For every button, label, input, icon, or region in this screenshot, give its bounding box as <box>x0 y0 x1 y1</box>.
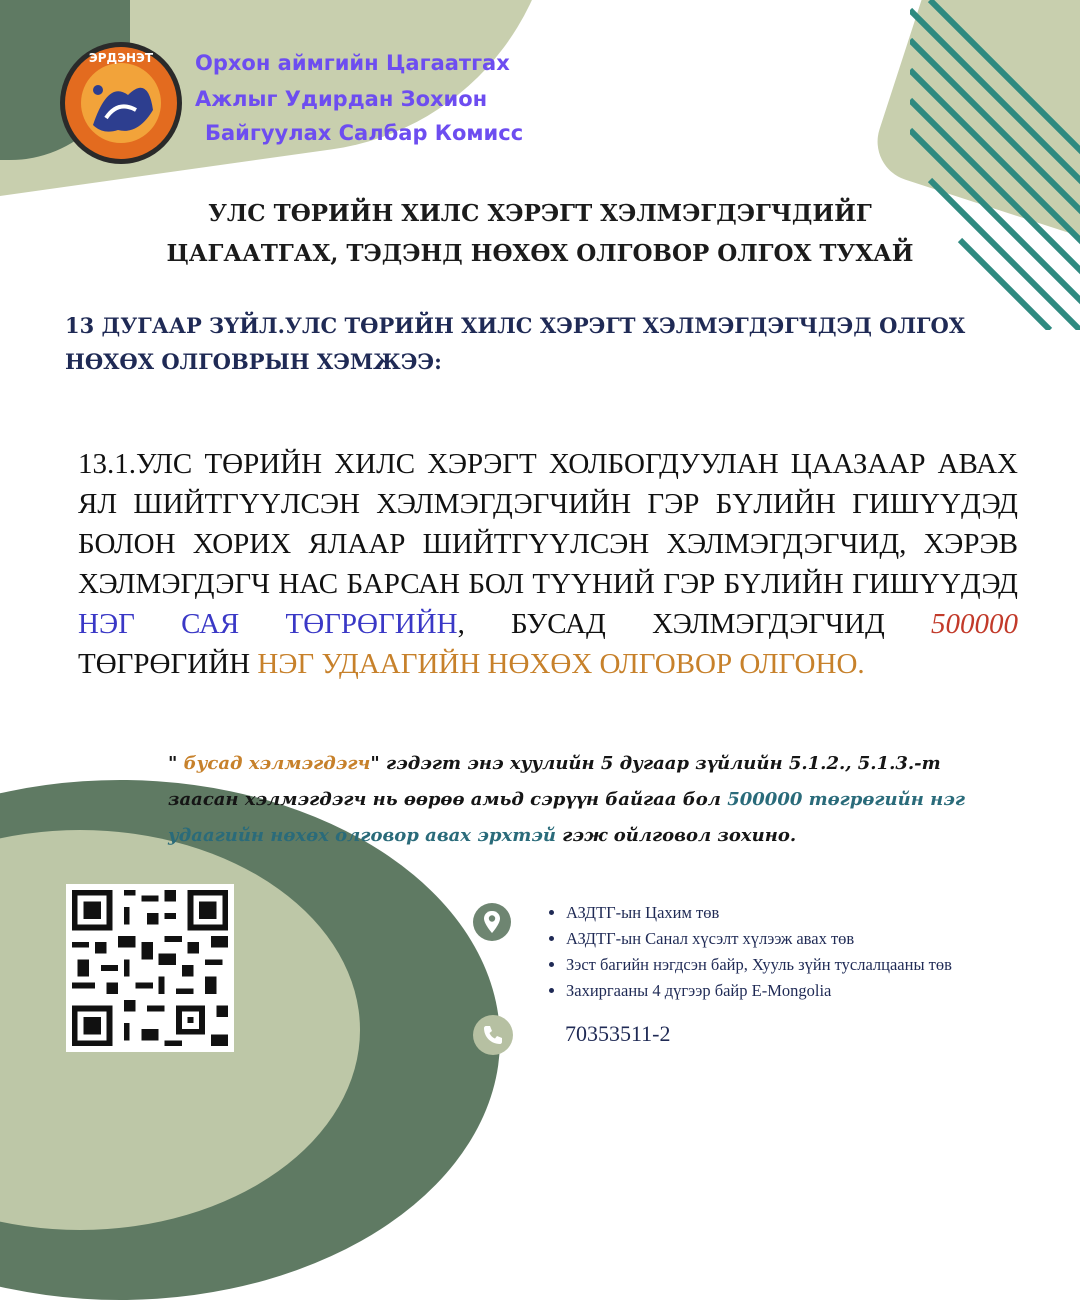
qr-code[interactable] <box>66 884 234 1052</box>
document-title-line-1: УЛС ТӨРИЙН ХИЛС ХЭРЭГТ ХЭЛМЭГДЭГЧДИЙГ <box>208 200 872 227</box>
note-line-1: " бусад хэлмэгдэгч" гэдэгт энэ хуулийн 5 дугаар зүйлийн 5.1.2., 5.1.3.-т <box>168 753 941 774</box>
paragraph-line-1: 13.1.УЛС ТӨРИЙН ХИЛС ХЭРЭГТ ХОЛБОГДУУЛАН ЦААЗААР АВАХ <box>78 448 1018 480</box>
phone-number[interactable]: 70353511-2 <box>565 1021 671 1046</box>
contact-item-4: • Захиргааны 4 дүгээр байр E-Mongolia <box>566 978 952 1004</box>
amount-one-million-word-2: САЯ <box>181 608 240 640</box>
article-heading-line-1: 13 ДУГААР ЗҮЙЛ.УЛС ТӨРИЙН ХИЛС ХЭРЭГТ ХЭЛМЭГДЭГЧДЭД ОЛГОХ <box>65 313 966 338</box>
paragraph-line-2: ЯЛ ШИЙТГҮҮЛСЭН ХЭЛМЭГДЭГЧИЙН ГЭР БҮЛИЙН ГИШҮҮДЭД <box>78 488 1018 520</box>
org-name-line-2: Ажлыг Удирдан Зохион <box>195 87 488 111</box>
paragraph-line-4: ХЭЛМЭГДЭГЧ НАС БАРСАН БОЛ ТҮҮНИЙ ГЭР БҮЛИЙН ГИШҮҮДЭД <box>78 568 1018 600</box>
contact-item-1: • АЗДТГ-ын Цахим төв <box>566 900 952 926</box>
org-name-line-1: Орхон аймгийн Цагаатгах <box>195 51 510 75</box>
amount-one-million-word-3: ТӨГРӨГИЙН <box>285 608 458 640</box>
amount-one-million-word-1: НЭГ <box>78 608 135 640</box>
paragraph-line-5: НЭГ САЯ ТӨГРӨГИЙН, БУСАД ХЭЛМЭГДЭГЧИД 500000 <box>78 604 1018 644</box>
paragraph-line-3: БОЛОН ХОРИХ ЯЛААР ШИЙТГҮҮЛСЭН ХЭЛМЭГДЭГЧИД, ХЭРЭВ <box>78 528 1018 560</box>
article-heading-line-2: НӨХӨХ ОЛГОВРЫН ХЭМЖЭЭ: <box>65 349 442 374</box>
logo-text: ЭРДЭНЭТ <box>88 51 154 65</box>
amount-500000: 500000 <box>930 608 1018 640</box>
note-line-3: удаагийн нөхөх олговор авах эрхтэй гэж ойлговол зохино. <box>168 825 797 846</box>
contact-list <box>548 900 952 1004</box>
document-title-line-2: ЦАГААТГАХ, ТЭДЭНД НӨХӨХ ОЛГОВОР ОЛГОХ ТУХАЙ <box>166 240 914 267</box>
contact-item-3: • Зэст багийн нэгдсэн байр, Хууль зүйн туслалцааны төв <box>566 952 952 978</box>
note-text <box>168 746 1038 854</box>
bg-stripes <box>910 0 1080 330</box>
paragraph-line-6: ТӨГРӨГИЙН НЭГ УДААГИЙН НӨХӨХ ОЛГОВОР ОЛГОНО. <box>78 644 1018 684</box>
note-line-2: заасан хэлмэгдэгч нь өөрөө амьд сэрүүн байгаа бол 500000 төгрөгийн нэг <box>168 789 965 810</box>
main-paragraph <box>78 444 1018 684</box>
contact-item-2: • АЗДТГ-ын Санал хүсэлт хүлээж авах төв <box>566 926 952 952</box>
org-name-line-3: Байгуулах Салбар Комисс <box>205 121 524 145</box>
phone-icon <box>473 1015 513 1055</box>
one-time-compensation-phrase: НЭГ УДААГИЙН НӨХӨХ ОЛГОВОР ОЛГОНО. <box>257 648 865 680</box>
erdenet-logo <box>58 40 184 166</box>
map-pin-icon <box>473 903 511 941</box>
